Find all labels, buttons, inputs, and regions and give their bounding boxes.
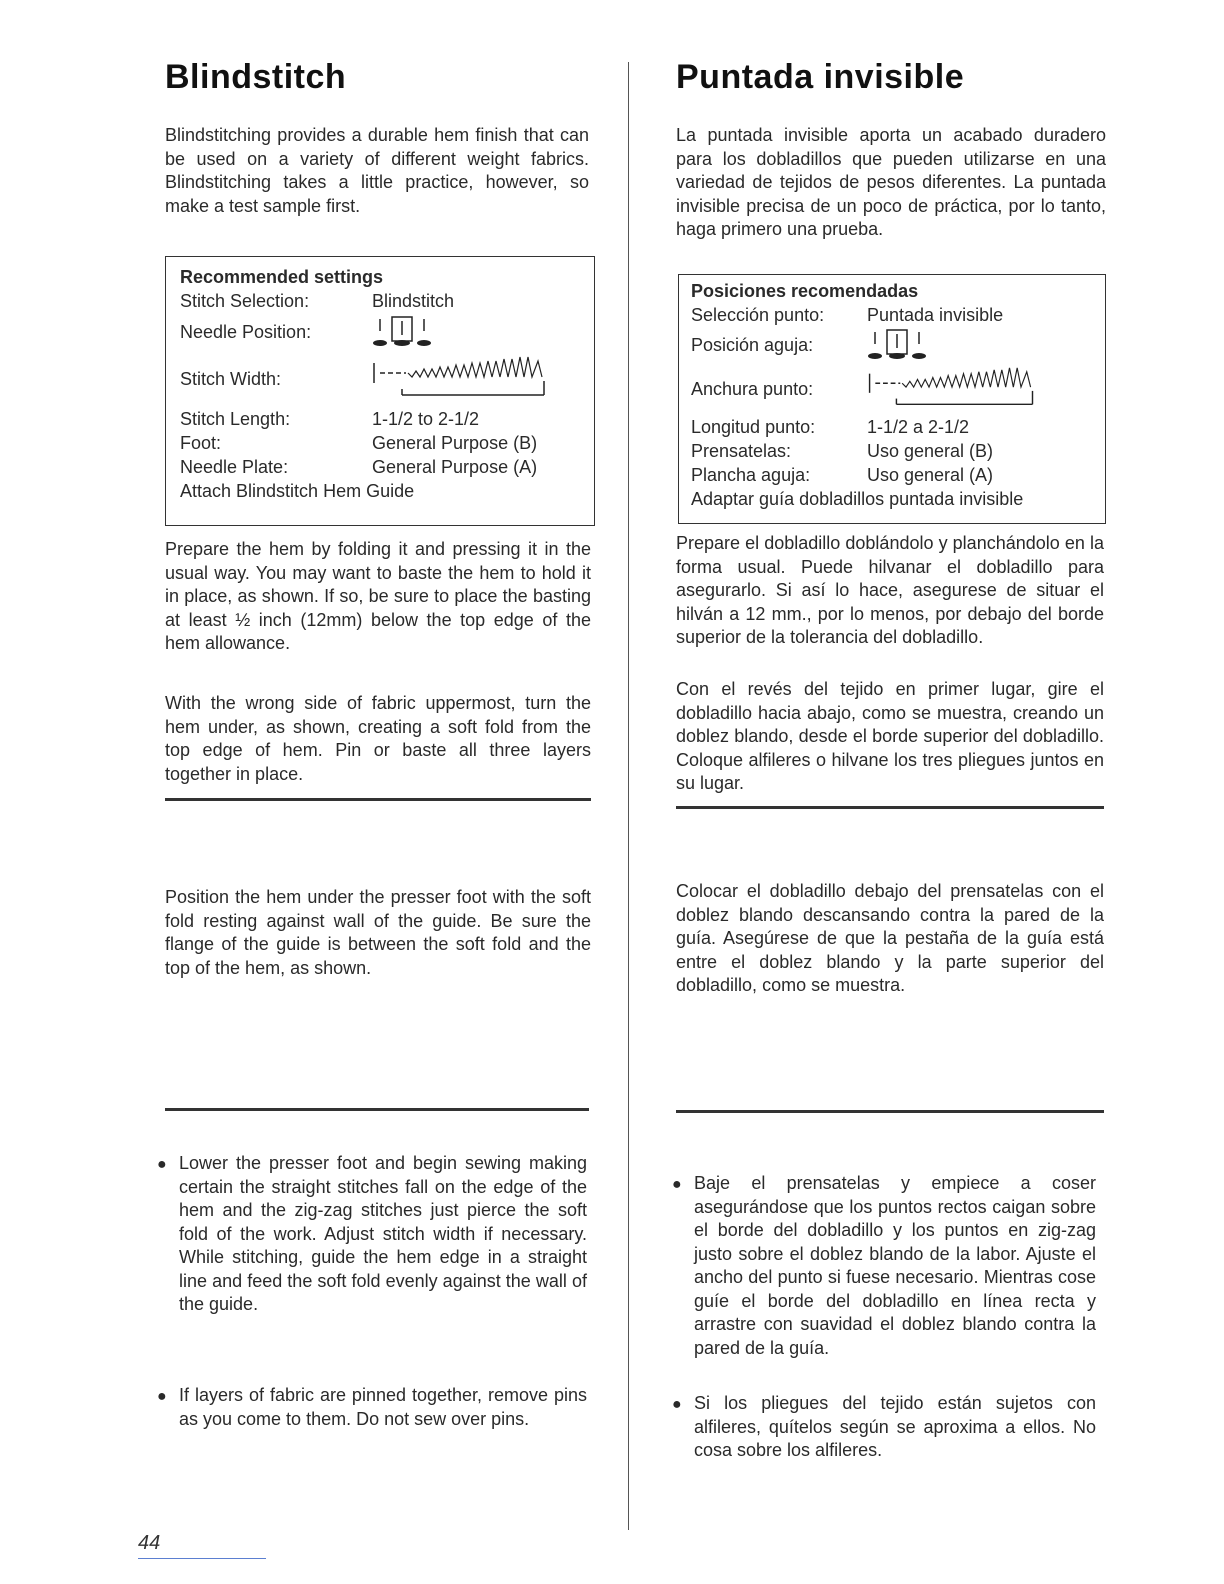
settings-value: Uso general (B) [867,441,994,461]
stitch-width-icon [867,366,1037,412]
bullet-item-spanish [672,1392,1096,1463]
settings-row-needle-position [180,313,580,351]
settings-heading: Recommended settings [180,267,384,287]
intro-paragraph-spanish: La puntada invisible aporta un acabado duradero para los dobladillos que pueden utilizarse en una variedad de tejidos de pesos diferentes. La puntada invisible precisa de un poco de práctica, por lo tanto, haga primero una prueba. [676,125,1106,239]
settings-attach-note: Attach Blindstitch Hem Guide [180,481,415,501]
position-paragraph-spanish: Colocar el dobladillo debajo del prensatelas con el doblez blando descansando contra la pared de la guía. Asegúrese de que la pestaña de la guía está entre el doblez blando y la parte superior del dobladillo, como se muestra. [676,881,1104,995]
settings-row-stitch-length [180,407,580,431]
bullet-item-spanish [672,1172,1096,1360]
recommended-settings-box-english [165,256,595,526]
bullet-icon: ● [157,1388,167,1405]
settings-row-stitch-length [691,415,1093,439]
settings-label: Posición aguja: [691,335,814,355]
recommended-settings-box-spanish [678,274,1106,524]
bullet-item-english [157,1152,587,1317]
settings-attach-note: Adaptar guía dobladillos puntada invisible [691,489,1024,509]
prepare-paragraph-spanish: Prepare el dobladillo doblándolo y planchándolo en la forma usual. Puede hilvanar el dobladillo para asegurarlo. Si así lo hace, asegurese de situar el hilván a 12 mm., por lo menos, por debajo del borde superior de la tolerancia del dobladillo. [676,533,1104,647]
bullet-icon: ● [672,1396,682,1413]
prepare-paragraph-english: Prepare the hem by folding it and pressing it in the usual way. You may want to baste the hem to hold it in place, as shown. If so, be sure to place the basting at least ½ inch (12mm) below the top edge of the hem allowance. [165,539,591,653]
settings-label: Selección punto: [691,305,825,325]
bullet-text: If layers of fabric are pinned together, remove pins as you come to them. Do not sew over pins. [179,1385,587,1429]
section-rule [676,1110,1104,1113]
settings-value: General Purpose (B) [372,433,538,453]
settings-label: Anchura punto: [691,379,814,399]
bullet-icon: ● [672,1176,682,1193]
settings-label: Foot: [180,433,222,453]
settings-row-stitch-width [180,351,580,407]
page-title-english: Blindstitch [165,58,347,96]
settings-label: Stitch Selection: [180,291,310,311]
settings-label: Prensatelas: [691,441,792,461]
section-rule [165,1108,589,1111]
settings-row-stitch-width [691,363,1093,415]
settings-value: Uso general (A) [867,465,994,485]
settings-row-needle-plate [691,463,1093,487]
wrong-side-paragraph-spanish: Con el revés del tejido en primer lugar, gire el dobladillo hacia abajo, como se muestra, creando un doblez blando, desde el borde superior del dobladillo. Coloque alfileres o hilvane los tres pliegues juntos en su lugar. [676,679,1104,793]
bullet-text: Baje el prensatelas y empiece a coser asegurándose que los puntos rectos caigan sobre el borde del dobladillo y los puntos en zig-zag justo sobre el doblez blando de la labor. Ajuste el ancho del punto si fuese necesario. Mientras cose guíe el borde del dobladillo en línea recta y arrastre con suavidad el doblez blando contra la pared de la guía. [694,1173,1096,1358]
settings-heading: Posiciones recomendadas [691,281,919,301]
page-title-spanish: Puntada invisible [676,58,965,96]
page-number: 44 [138,1532,161,1554]
settings-label: Stitch Length: [180,409,291,429]
section-rule [165,798,591,801]
settings-label: Needle Position: [180,322,312,342]
settings-row-foot [180,431,580,455]
settings-label: Stitch Width: [180,369,282,389]
settings-row-stitch-selection [180,289,580,313]
settings-label: Longitud punto: [691,417,816,437]
bullet-text: Si los pliegues del tejido están sujetos con alfileres, quítelos según se aproxima a ellos. No cosa sobre los alfileres. [694,1393,1096,1460]
settings-row-needle-position [691,327,1093,363]
wrong-side-paragraph-english: With the wrong side of fabric uppermost, turn the hem under, as shown, creating a soft fold from the top edge of hem. Pin or baste all three layers together in place. [165,693,591,784]
column-divider [628,62,629,1530]
settings-label: Needle Plate: [180,457,289,477]
needle-position-icon [867,328,929,362]
page-number-underline [138,1558,266,1559]
stitch-width-icon [372,355,548,403]
settings-row-foot [691,439,1093,463]
settings-row-stitch-selection [691,303,1093,327]
settings-value: Puntada invisible [867,305,1004,325]
bullet-icon: ● [157,1156,167,1173]
settings-value: 1-1/2 a 2-1/2 [867,417,970,437]
settings-value: General Purpose (A) [372,457,538,477]
position-paragraph-english: Position the hem under the presser foot with the soft fold resting against wall of the guide. Be sure the flange of the guide is between the soft fold and the top of the hem, as shown. [165,887,591,978]
settings-row-needle-plate [180,455,580,479]
section-rule [676,806,1104,809]
settings-label: Plancha aguja: [691,465,811,485]
intro-paragraph-english: Blindstitching provides a durable hem finish that can be used on a variety of different weight fabrics. Blindstitching takes a little practice, however, so make a test sample first. [165,125,589,216]
bullet-text: Lower the presser foot and begin sewing making certain the straight stitches fall on the edge of the hem and the zig-zag stitches just pierce the soft fold of the work. Adjust stitch width if necessary. While stitching, guide the hem edge in a straight line and feed the soft fold evenly against the wall of the guide. [179,1153,587,1314]
needle-position-icon [372,315,434,349]
settings-value: 1-1/2 to 2-1/2 [372,409,480,429]
bullet-item-english [157,1384,587,1431]
settings-value: Blindstitch [372,291,455,311]
